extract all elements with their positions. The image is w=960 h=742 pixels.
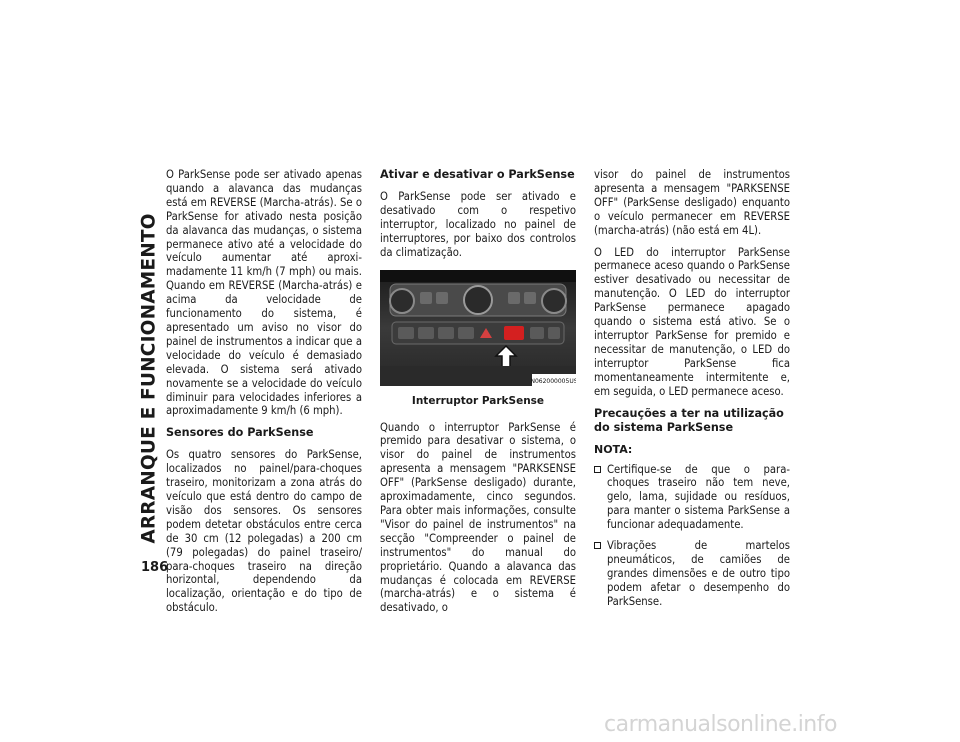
section-title-vertical: ARRANQUE E FUNCIONAMENTO <box>138 212 160 544</box>
paragraph: O ParkSense pode ser ativado e desativado com o respetivo interruptor, localizado no painel de interruptores, por baixo dos controlos da climatização. <box>380 190 576 259</box>
parksense-switch-photo <box>380 270 576 386</box>
column-1 <box>166 168 362 623</box>
page-number: 186 <box>141 560 169 575</box>
paragraph: O LED do interruptor ParkSense permanece aceso quando o ParkSense estiver desativado ou necessitar de manutenção. O LED do interruptor ParkSense permanece apagado quando o sistema está ativo. Se o interruptor ParkSense for premido e necessitar de manutenção, o LED do interruptor ParkSense fica momentaneamente intermitente e, em seguida, o LED permanece aceso. <box>594 245 790 398</box>
paragraph: visor do painel de instrumentos apresenta a mensagem "PARKSENSE OFF" (ParkSense desligado) enquanto o veículo permanecer em REVERSE (marcha-atrás) (não está em 4L). <box>594 168 790 237</box>
list-item: Vibrações de martelos pneumáticos, de camiões de grandes dimensões e de outro tipo podem afetar o desempenho do ParkSense. <box>594 539 790 609</box>
paragraph: Quando o interruptor ParkSense é premido para desativar o sistema, o visor do painel de instrumentos apresenta a mensagem "PARKSENSE OFF" (ParkSense desligado) durante, aproximadamente, cinco segundos. Para obter mais informações, consulte "Visor do painel de instrumentos" na secção "Compreender o painel de instrumentos" do manual do proprietário. Quando a alavanca das mudanças é colocada em REVERSE (marcha-atrás) e o sistema é desativado, o <box>380 420 576 615</box>
note-label: NOTA: <box>594 442 633 456</box>
column-3 <box>594 168 790 616</box>
paragraph: Os quatro sensores do ParkSense, localizados no painel/para-choques traseiro, monitorizam a zona atrás do veículo que está dentro do campo de visão dos sensores. Os sensores podem detetar obstáculos entre cerca de 30 cm (12 polegadas) a 200 cm (79 polegadas) do painel traseiro/ para-choques traseiro na direção horizontal, dependendo da localização, orientação e do tipo de obstáculo. <box>166 448 362 615</box>
watermark-text: carmanualsonline.info <box>604 712 837 737</box>
paragraph: O ParkSense pode ser ativado apenas quando a alavanca das mudanças está em REVERSE (Marcha-atrás). Se o ParkSense for ativado nesta posição da alavanca das mudanças, o sistema permanece ativo até a velocidade do veículo aumentar até aproximadamente 11 km/h (7 mph) ou mais. Quando em REVERSE (Marcha-atrás) e acima da velocidade de funcionamento do sistema, é apresentado um aviso no visor do painel de instrumentos a indicar que a velocidade do veículo é demasiado elevada. O sistema será ativado novamente se a velocidade do veículo diminuir para velocidades inferiores a aproximadamente 9 km/h (6 mph). <box>166 168 362 418</box>
heading-ativar-desativar: Ativar e desativar o ParkSense <box>380 168 575 181</box>
checkbox-bullet-icon <box>594 466 601 473</box>
heading-sensores: Sensores do ParkSense <box>166 426 314 440</box>
figure-caption: Interruptor ParkSense <box>411 394 545 407</box>
checkbox-bullet-icon <box>594 542 601 549</box>
figure-code: N062000005US <box>530 377 576 385</box>
bullet-list <box>594 463 790 609</box>
column-2 <box>380 168 576 623</box>
heading-precaucoes: Precauções a ter na utilização do sistema ParkSense <box>594 406 784 434</box>
list-item: Certifique-se de que o para-choques traseiro não tem neve, gelo, lama, sujidade ou resíduos, para manter o sistema ParkSense a funcionar adequadamente. <box>594 463 790 533</box>
